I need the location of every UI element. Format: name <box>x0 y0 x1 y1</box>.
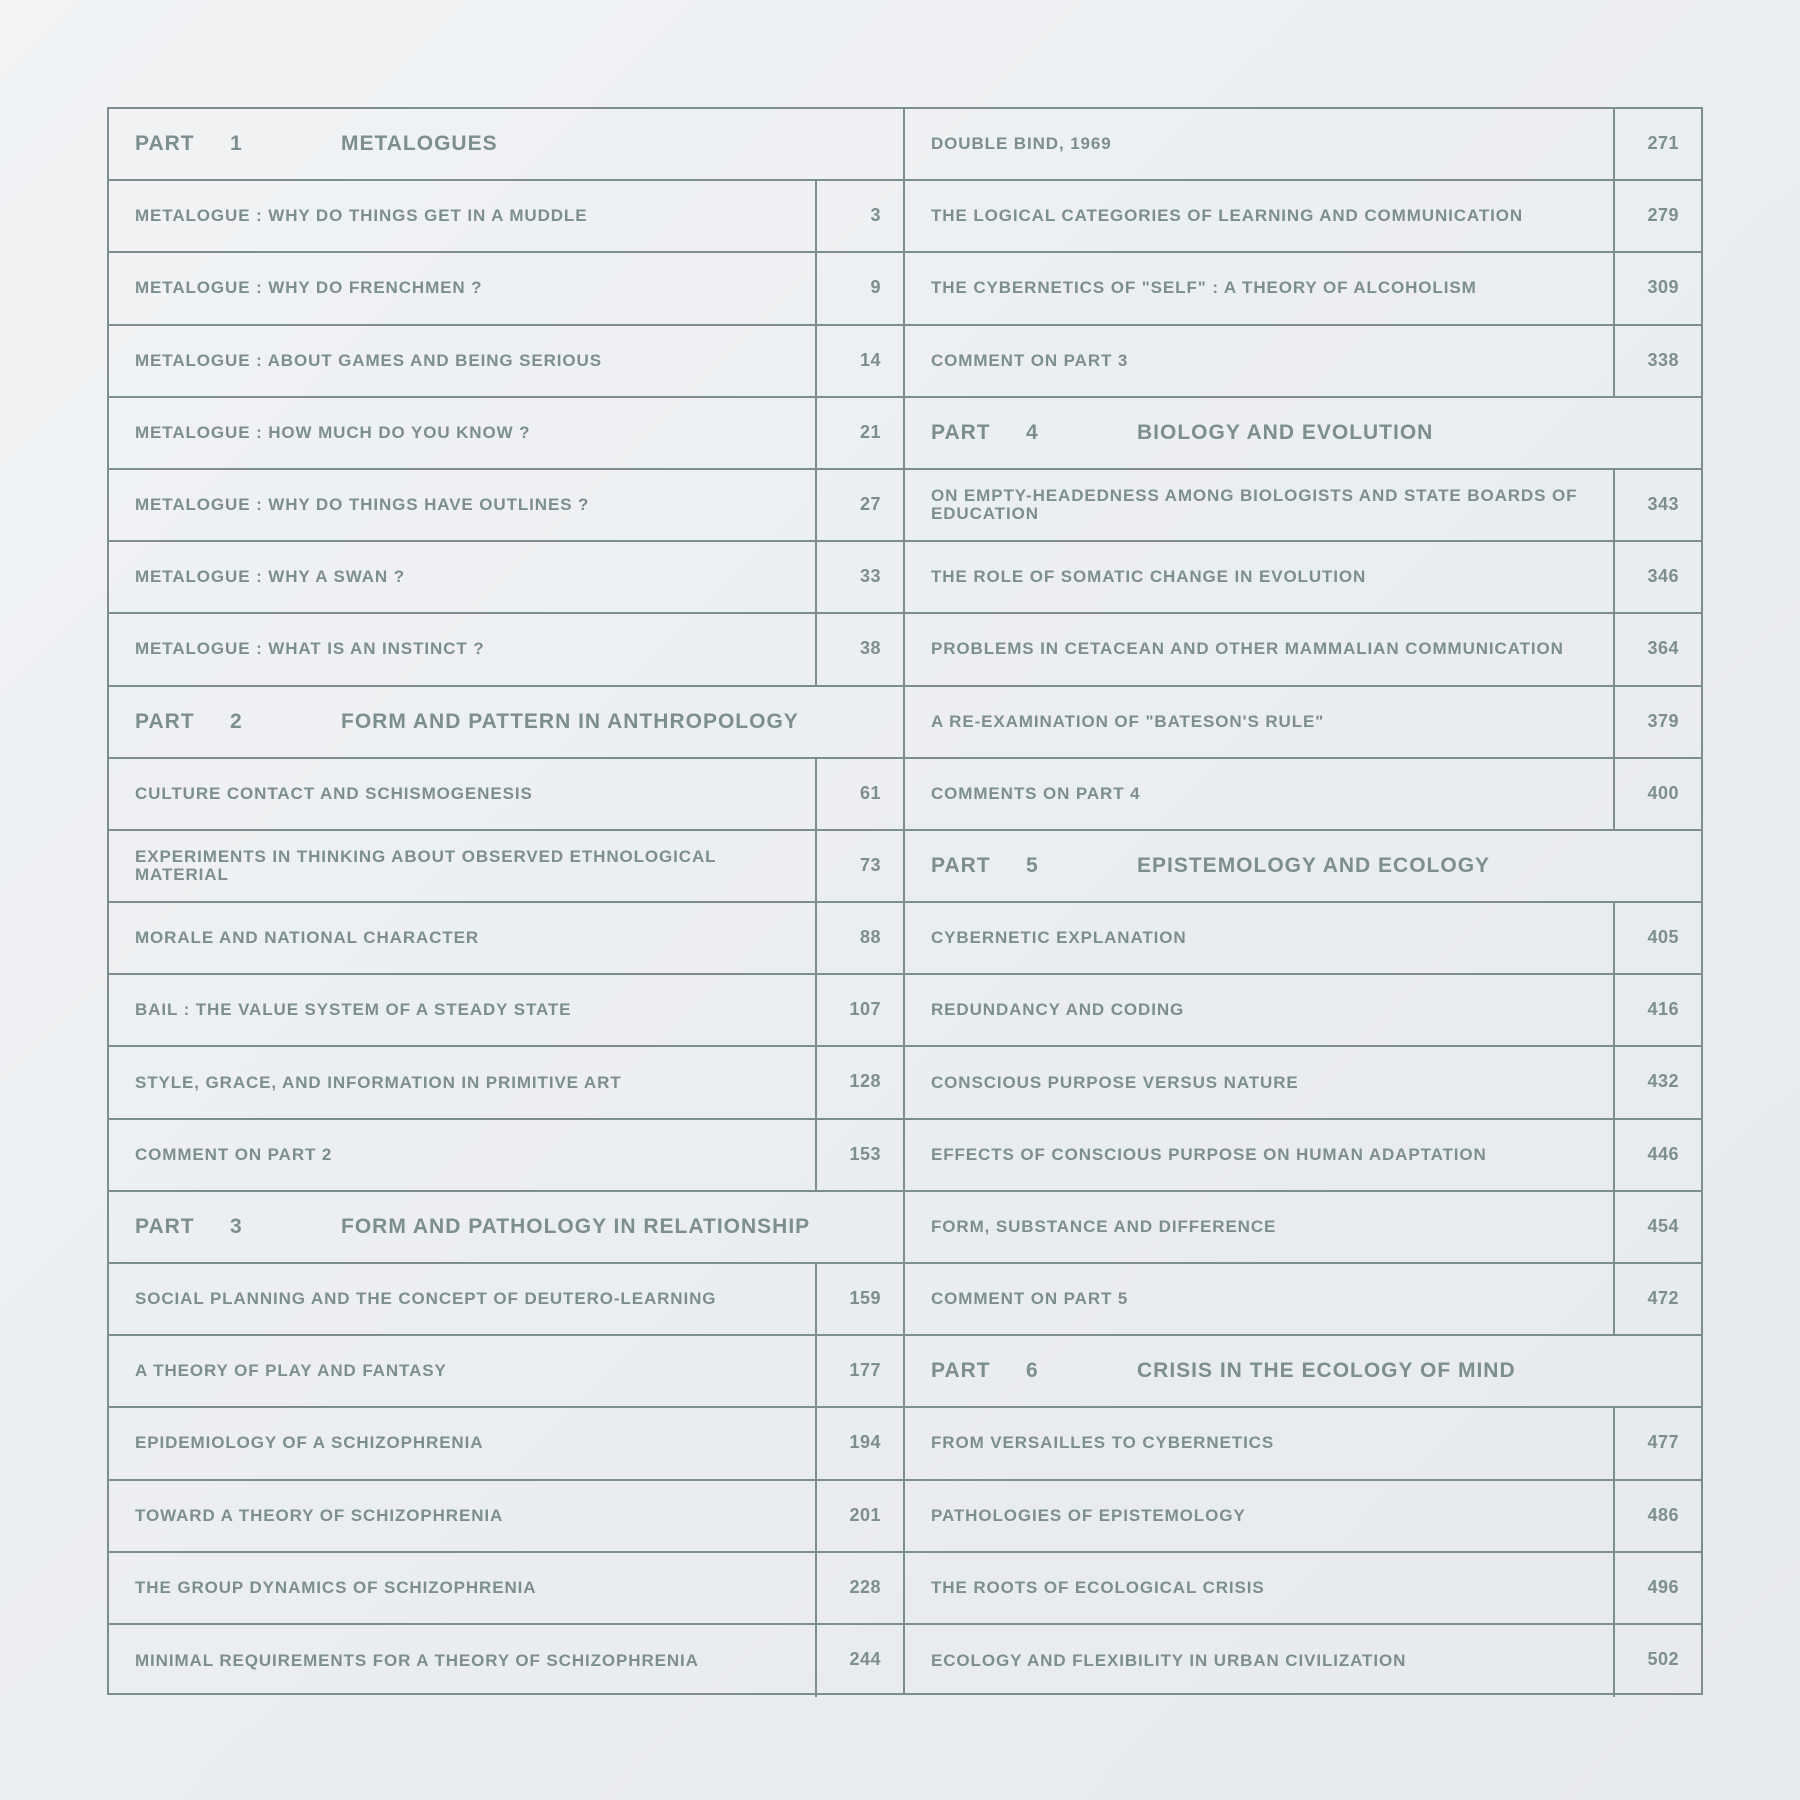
part-heading[interactable] <box>905 1336 1701 1408</box>
entry-title: REDUNDANCY AND CODING <box>931 1000 1185 1020</box>
entry-title: METALOGUE : WHY A SWAN ? <box>135 567 405 587</box>
entry-page-number: 244 <box>815 1625 903 1697</box>
entry-title: BAIL : THE VALUE SYSTEM OF A STEADY STATE <box>135 1000 572 1020</box>
entry-page-number: 379 <box>1613 687 1701 757</box>
entry-title: METALOGUE : WHY DO THINGS GET IN A MUDDLE <box>135 206 588 226</box>
entry-title: ON EMPTY-HEADEDNESS AMONG BIOLOGISTS AND STATE BOARDS OF EDUCATION <box>931 486 1578 524</box>
entry-page-number: 477 <box>1613 1408 1701 1478</box>
part-heading[interactable] <box>905 398 1701 470</box>
part-heading[interactable] <box>905 831 1701 903</box>
part-heading-text <box>905 1336 1701 1406</box>
toc-entry[interactable] <box>905 1264 1701 1336</box>
part-label: PART <box>135 132 195 156</box>
toc-entry[interactable] <box>109 1481 903 1553</box>
entry-page-number: 88 <box>815 903 903 973</box>
entry-title: COMMENT ON PART 5 <box>931 1289 1129 1309</box>
toc-entry[interactable] <box>905 1625 1701 1697</box>
entry-title: DOUBLE BIND, 1969 <box>931 134 1112 154</box>
entry-title: THE ROLE OF SOMATIC CHANGE IN EVOLUTION <box>931 567 1367 587</box>
toc-entry[interactable] <box>109 1553 903 1625</box>
part-heading-text <box>109 687 903 757</box>
entry-title: A RE-EXAMINATION OF "BATESON'S RULE" <box>931 711 1325 731</box>
part-title: FORM AND PATTERN IN ANTHROPOLOGY <box>341 709 799 733</box>
entry-title: THE LOGICAL CATEGORIES OF LEARNING AND COMMUNICATION <box>931 206 1524 226</box>
part-title: METALOGUES <box>341 132 498 156</box>
toc-entry[interactable] <box>109 1408 903 1480</box>
part-label: PART <box>931 420 991 444</box>
entry-title: STYLE, GRACE, AND INFORMATION IN PRIMITIVE ART <box>135 1072 622 1092</box>
toc-entry[interactable] <box>905 542 1701 614</box>
part-heading-text <box>109 1192 903 1262</box>
entry-page-number: 228 <box>815 1553 903 1623</box>
part-number: 5 <box>1026 853 1039 877</box>
part-heading-text <box>109 109 903 179</box>
entry-title: CULTURE CONTACT AND SCHISMOGENESIS <box>135 783 533 803</box>
part-number: 4 <box>1026 420 1039 444</box>
toc-entry[interactable] <box>905 253 1701 325</box>
entry-title: SOCIAL PLANNING AND THE CONCEPT OF DEUTERO-LEARNING <box>135 1289 717 1309</box>
part-label: PART <box>931 853 991 877</box>
toc-entry[interactable] <box>905 687 1701 759</box>
entry-page-number: 343 <box>1613 470 1701 540</box>
entry-title: METALOGUE : ABOUT GAMES AND BEING SERIOUS <box>135 350 602 370</box>
toc-entry[interactable] <box>109 975 903 1047</box>
toc-entry[interactable] <box>905 1192 1701 1264</box>
entry-title: THE GROUP DYNAMICS OF SCHIZOPHRENIA <box>135 1577 537 1597</box>
entry-page-number: 159 <box>815 1264 903 1334</box>
toc-entry[interactable] <box>109 759 903 831</box>
toc-entry[interactable] <box>109 1120 903 1192</box>
entry-title: METALOGUE : WHAT IS AN INSTINCT ? <box>135 639 485 659</box>
entry-title: EPIDEMIOLOGY OF A SCHIZOPHRENIA <box>135 1433 484 1453</box>
part-title: FORM AND PATHOLOGY IN RELATIONSHIP <box>341 1214 811 1238</box>
entry-page-number: 338 <box>1613 326 1701 396</box>
entry-title: TOWARD A THEORY OF SCHIZOPHRENIA <box>135 1505 504 1525</box>
part-heading-text <box>905 398 1701 468</box>
toc-entry[interactable] <box>905 1408 1701 1480</box>
part-heading[interactable] <box>109 109 903 181</box>
entry-title: METALOGUE : WHY DO THINGS HAVE OUTLINES ? <box>135 495 590 515</box>
entry-page-number: 416 <box>1613 975 1701 1045</box>
part-number: 6 <box>1026 1359 1039 1383</box>
part-heading-text <box>905 831 1701 901</box>
entry-title: EFFECTS OF CONSCIOUS PURPOSE ON HUMAN ADAPTATION <box>931 1144 1487 1164</box>
entry-page-number: 3 <box>815 181 903 251</box>
entry-page-number: 153 <box>815 1120 903 1190</box>
toc-entry[interactable] <box>905 109 1701 181</box>
table-of-contents <box>107 107 1703 1695</box>
entry-title: COMMENT ON PART 2 <box>135 1144 333 1164</box>
entry-page-number: 271 <box>1613 109 1701 179</box>
entry-page-number: 21 <box>815 398 903 468</box>
entry-page-number: 201 <box>815 1481 903 1551</box>
entry-page-number: 486 <box>1613 1481 1701 1551</box>
toc-entry[interactable] <box>905 1047 1701 1119</box>
entry-title: CONSCIOUS PURPOSE VERSUS NATURE <box>931 1072 1299 1092</box>
entry-title: PROBLEMS IN CETACEAN AND OTHER MAMMALIAN COMMUNICATION <box>931 639 1564 659</box>
toc-entry[interactable] <box>905 1553 1701 1625</box>
toc-entry[interactable] <box>905 470 1701 542</box>
entry-page-number: 33 <box>815 542 903 612</box>
entry-page-number: 279 <box>1613 181 1701 251</box>
part-number: 1 <box>230 132 243 156</box>
entry-title: A THEORY OF PLAY AND FANTASY <box>135 1361 447 1381</box>
part-label: PART <box>135 1214 195 1238</box>
part-label: PART <box>135 709 195 733</box>
toc-entry[interactable] <box>109 1336 903 1408</box>
entry-page-number: 346 <box>1613 542 1701 612</box>
toc-entry[interactable] <box>109 831 903 903</box>
entry-title: ECOLOGY AND FLEXIBILITY IN URBAN CIVILIZATION <box>931 1651 1407 1671</box>
toc-entry[interactable] <box>109 903 903 975</box>
entry-title: THE CYBERNETICS OF "SELF" : A THEORY OF ALCOHOLISM <box>931 278 1477 298</box>
toc-entry[interactable] <box>109 1047 903 1119</box>
toc-entry[interactable] <box>905 326 1701 398</box>
entry-page-number: 61 <box>815 759 903 829</box>
toc-entry[interactable] <box>905 614 1701 686</box>
entry-page-number: 27 <box>815 470 903 540</box>
entry-page-number: 472 <box>1613 1264 1701 1334</box>
entry-page-number: 14 <box>815 326 903 396</box>
toc-entry[interactable] <box>109 1264 903 1336</box>
toc-entry[interactable] <box>109 1625 903 1697</box>
entry-title: EXPERIMENTS IN THINKING ABOUT OBSERVED ETHNOLOGICAL MATERIAL <box>135 846 717 884</box>
part-number: 3 <box>230 1214 243 1238</box>
entry-page-number: 107 <box>815 975 903 1045</box>
toc-entry[interactable] <box>109 470 903 542</box>
entry-page-number: 73 <box>815 831 903 901</box>
entry-page-number: 496 <box>1613 1553 1701 1623</box>
entry-page-number: 502 <box>1613 1625 1701 1697</box>
entry-title: COMMENTS ON PART 4 <box>931 783 1141 803</box>
entry-title: METALOGUE : WHY DO FRENCHMEN ? <box>135 278 483 298</box>
entry-page-number: 128 <box>815 1047 903 1117</box>
part-label: PART <box>931 1359 991 1383</box>
toc-entry[interactable] <box>109 253 903 325</box>
toc-left-column <box>109 109 905 1693</box>
part-title: BIOLOGY AND EVOLUTION <box>1137 420 1434 444</box>
entry-title: PATHOLOGIES OF EPISTEMOLOGY <box>931 1505 1246 1525</box>
entry-title: MINIMAL REQUIREMENTS FOR A THEORY OF SCHIZOPHRENIA <box>135 1651 699 1671</box>
entry-title: COMMENT ON PART 3 <box>931 350 1129 370</box>
part-title: EPISTEMOLOGY AND ECOLOGY <box>1137 853 1491 877</box>
toc-entry[interactable] <box>905 1481 1701 1553</box>
toc-entry[interactable] <box>109 398 903 470</box>
toc-entry[interactable] <box>109 181 903 253</box>
part-number: 2 <box>230 709 243 733</box>
entry-title: FORM, SUBSTANCE AND DIFFERENCE <box>931 1216 1277 1236</box>
toc-right-column <box>905 109 1701 1693</box>
entry-page-number: 446 <box>1613 1120 1701 1190</box>
part-heading[interactable] <box>109 687 903 759</box>
entry-page-number: 38 <box>815 614 903 684</box>
toc-entry[interactable] <box>905 1120 1701 1192</box>
entry-page-number: 9 <box>815 253 903 323</box>
toc-entry[interactable] <box>905 975 1701 1047</box>
entry-title: THE ROOTS OF ECOLOGICAL CRISIS <box>931 1577 1265 1597</box>
toc-entry[interactable] <box>109 326 903 398</box>
entry-page-number: 309 <box>1613 253 1701 323</box>
toc-entry[interactable] <box>905 181 1701 253</box>
entry-page-number: 454 <box>1613 1192 1701 1262</box>
toc-entry[interactable] <box>905 759 1701 831</box>
part-heading[interactable] <box>109 1192 903 1264</box>
toc-entry[interactable] <box>109 542 903 614</box>
entry-page-number: 405 <box>1613 903 1701 973</box>
part-title: CRISIS IN THE ECOLOGY OF MIND <box>1137 1359 1516 1383</box>
entry-page-number: 194 <box>815 1408 903 1478</box>
entry-title: METALOGUE : HOW MUCH DO YOU KNOW ? <box>135 422 531 442</box>
toc-entry[interactable] <box>109 614 903 686</box>
entry-title: MORALE AND NATIONAL CHARACTER <box>135 928 480 948</box>
entry-page-number: 400 <box>1613 759 1701 829</box>
entry-page-number: 177 <box>815 1336 903 1406</box>
toc-entry[interactable] <box>905 903 1701 975</box>
entry-page-number: 364 <box>1613 614 1701 684</box>
entry-title: CYBERNETIC EXPLANATION <box>931 928 1187 948</box>
entry-page-number: 432 <box>1613 1047 1701 1117</box>
entry-title: FROM VERSAILLES TO CYBERNETICS <box>931 1433 1275 1453</box>
